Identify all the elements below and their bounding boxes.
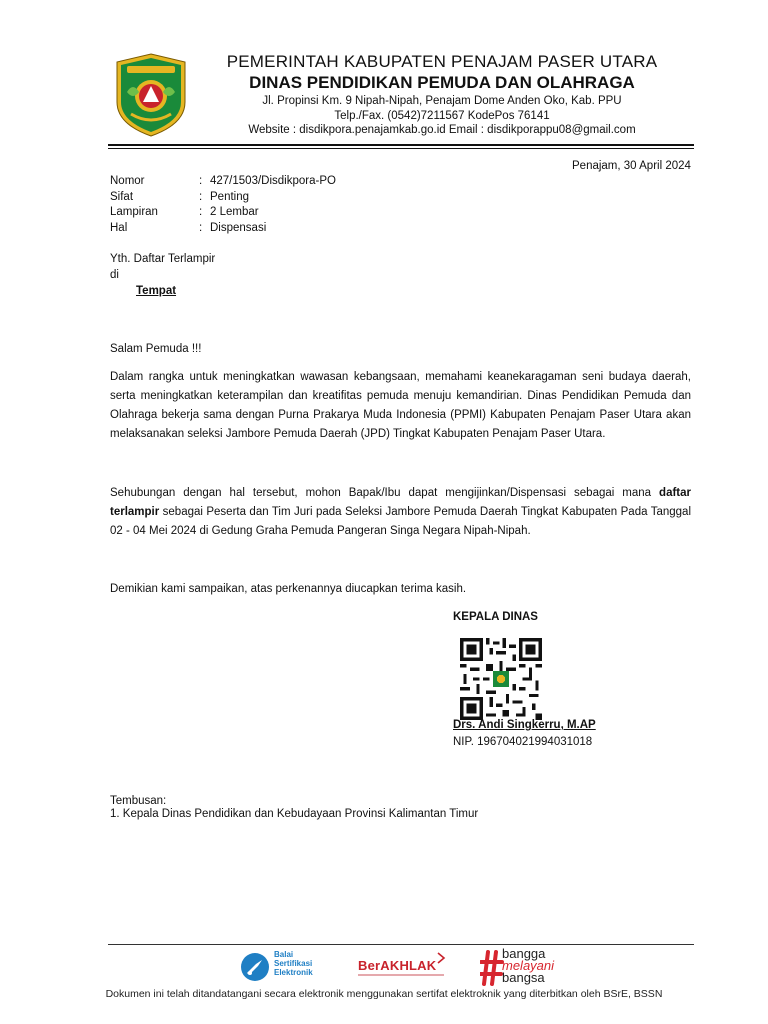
qr-code-icon [460,638,542,720]
place-date: Penajam, 30 April 2024 [572,160,691,172]
signatory-nip: NIP. 196704021994031018 [453,736,593,748]
bangga-line3: bangsa [502,970,545,985]
letterhead [200,52,684,138]
meta-value: Penting [210,190,250,203]
letterhead-agency: DINAS PENDIDIKAN PEMUDA DAN OLAHRAGA [249,73,635,92]
meta-label: Nomor [110,175,145,187]
bangga-line1: bangga [502,946,546,961]
recipient-yth: Yth. Daftar Terlampir [110,253,216,265]
letterhead-government: PEMERINTAH KABUPATEN PENAJAM PASER UTARA [226,52,658,71]
p2-text-before: Sehubungan dengan hal tersebut, mohon Bapak/Ibu dapat mengijinkan/Dispensasi sebagai mana [110,487,660,499]
tembusan-item: 1. Kepala Dinas Pendidikan dan Kebudayaan Provinsi Kalimantan Timur [110,808,479,820]
berakhlak-wordmark: BerAKHLAK [358,958,437,973]
meta-colon: : [199,221,203,234]
bsre-emblem-icon [240,952,270,982]
berakhlak-logo [356,952,448,982]
header-divider-thick [108,144,694,146]
meta-colon: : [199,190,203,203]
body-paragraph-3: Demikian kami sampaikan, atas perkenannya diucapkan terima kasih. [110,583,467,595]
footer-divider [108,944,694,945]
letterhead-phone: Telp./Fax. (0542)7211567 KodePos 76141 [334,109,550,122]
meta-label: Lampiran [110,206,158,218]
signature-title: KEPALA DINAS [453,611,538,623]
hashtag-icon [480,950,504,986]
meta-label: Sifat [110,190,134,203]
meta-label: Hal [110,221,128,234]
p2-text-bold: daftar terlampir [110,487,691,518]
body-paragraph-1: Dalam rangka untuk meningkatkan wawasan kebangsaan, memahami keanekaragaman seni budaya daerah, serta meningkatkan keterampilan dan kreatifitas pemuda menuju kemandirian. Dinas Pendidikan Pemuda dan Olahraga bekerja sama dengan Purna Prakarya Muda Indonesia (PPMI) Kabupaten Penajam Paser Utara akan melaksanakan seleksi Jambore Pemuda Daerah (JPD) Tingkat Kabupaten Penajam Paser Utara. [110,371,691,440]
electronic-signature-note: Dokumen ini telah ditandatangani secara elektronik menggunakan sertifat elektroknik yang diterbitkan oleh BSrE, BSSN [105,988,663,1000]
meta-value: Dispensasi [210,221,267,234]
berakhlak-underline [358,974,444,976]
body-paragraph-2 [110,484,691,541]
meta-value: 2 Lembar [210,206,259,218]
meta-colon: : [199,206,203,218]
bsre-logo [240,950,320,984]
meta-value: 427/1503/Disdikpora-PO [210,175,336,187]
recipient-di: di [110,269,119,281]
regency-crest-icon [113,52,189,138]
header-divider-thin [108,148,694,149]
recipient-tempat: Tempat [136,285,177,297]
chevron-icon [436,952,446,964]
letterhead-address: Jl. Propinsi Km. 9 Nipah-Nipah, Penajam Dome Anden Oko, Kab. PPU [262,95,622,107]
greeting: Salam Pemuda !!! [110,343,202,355]
bangga-line2: melayani [502,958,555,973]
meta-colon: : [199,175,203,187]
tembusan-heading: Tembusan: [110,795,167,807]
signatory-name: Drs. Andi Singkerru, M.AP [453,719,596,731]
letterhead-website: Website : disdikpora.penajamkab.go.id Email : disdikporappu08@gmail.com [248,124,636,136]
bsre-line1: Balai [274,950,294,959]
bangga-melayani-bangsa-logo [480,948,570,988]
bsre-line3: Elektronik [274,968,313,977]
p2-text-after: sebagai Peserta dan Tim Juri pada Seleksi Jambore Pemuda Daerah Tingkat Kabupaten Pada Tanggal 02 - 04 Mei 2024 di Gedung Graha Pemuda Pangeran Singa Negara Nipah-Nipah. [110,506,691,537]
bsre-line2: Sertifikasi [274,959,313,968]
